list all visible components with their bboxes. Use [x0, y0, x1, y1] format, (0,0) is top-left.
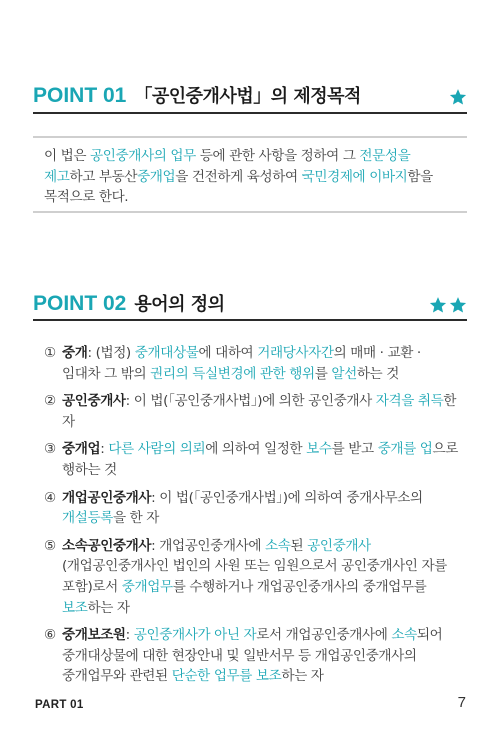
text-run: 에 대하여: [198, 345, 258, 361]
text-run: 에 의하여 일정한: [205, 441, 307, 458]
section-1-star-icon: [449, 88, 467, 106]
highlighted-term: 보수: [306, 441, 332, 458]
section-2-title: [33, 290, 225, 316]
text-run: :: [100, 441, 109, 458]
text-run: : (법정): [87, 345, 135, 361]
definition-item: [44, 439, 462, 480]
definition-item: [44, 343, 462, 384]
highlighted-term: 중개업무: [121, 578, 173, 595]
definition-item: [44, 625, 462, 687]
defined-term: 공인중개사: [62, 393, 126, 410]
text-run: 한 자: [62, 393, 457, 430]
section-2-top-rule: [33, 319, 467, 321]
section-1-point-label: POINT 01: [33, 84, 127, 107]
highlighted-term: 국민경제에 이바지: [301, 168, 408, 185]
section-1-header: [33, 76, 467, 108]
highlighted-term: 공인중개사의 업무: [90, 148, 196, 164]
definition-text: [62, 391, 462, 432]
text-run: 하고 부동산: [69, 168, 138, 185]
section-1-box-bottom-rule: [33, 211, 467, 213]
section-2-star-icon: [449, 296, 467, 314]
text-run: 를: [314, 365, 332, 382]
definition-number: ④: [44, 489, 56, 506]
definition-item: [44, 536, 462, 618]
text-run: 등에 관한 사항을 정하여 그: [195, 148, 360, 164]
text-run: (개업공인중개사인 법인의 사원 또는 임원으로서 공인중개사인 자를 포함)로서: [62, 558, 447, 595]
text-run: 을 한 자: [112, 510, 159, 527]
text-run: 를 수행하거나 개업공인중개사의 중개업무를: [172, 578, 427, 595]
highlighted-term: 전문성을 제고: [44, 148, 411, 185]
text-run: 으로 행하는 것: [62, 441, 459, 478]
section-2-heading-text: 용어의 정의: [134, 294, 225, 315]
highlighted-term: 소속: [265, 537, 291, 554]
text-run: 이 법은: [44, 148, 91, 164]
section-2-point-label: POINT 02: [33, 292, 127, 315]
highlighted-term: 중개업: [137, 168, 176, 185]
section-1-paragraph: [44, 146, 464, 208]
definition-item: [44, 488, 462, 529]
definition-text: [62, 343, 462, 384]
highlighted-term: 거래당사자간: [257, 345, 334, 361]
definition-number: ③: [44, 441, 56, 458]
definition-text: [62, 488, 462, 529]
definition-number: ⑤: [44, 537, 56, 554]
highlighted-term: 개설등록: [62, 510, 113, 527]
definition-text: [62, 439, 462, 480]
text-run: 함을 목적으로 한다.: [44, 168, 433, 206]
text-run: : 이 법(「공인중개사법」)에 의하여 중개사무소의: [151, 489, 423, 506]
definition-text: [62, 536, 462, 618]
highlighted-term: 자격을 취득: [375, 393, 444, 410]
text-run: 하는 자: [87, 599, 130, 616]
text-run: 되어 중개대상물에 대한 현장안내 및 일반서무 등 개업공인중개사의 중개업무와 관련된: [62, 627, 443, 685]
highlighted-term: 공인중개사: [307, 537, 371, 554]
text-run: 하는 것: [356, 365, 399, 382]
text-run: : 개업공인중개사에: [151, 537, 265, 554]
section-1-heading-text: 「공인중개사법」의 제정목적: [134, 86, 361, 107]
footer-part-label: PART 01: [35, 699, 84, 711]
defined-term: 중개업: [62, 441, 101, 458]
highlighted-term: 단순한 업무를 보조: [171, 668, 282, 685]
section-1-top-rule: [33, 112, 467, 114]
section-1-title: [33, 82, 361, 108]
highlighted-term: 소속: [391, 627, 417, 644]
highlighted-term: 권리의 득실변경에 관한 행위: [150, 365, 315, 382]
section-1-box-top-rule: [33, 136, 467, 138]
footer-page-number: 7: [457, 694, 466, 711]
section-1-stars: [449, 88, 467, 106]
highlighted-term: 중개대상물: [134, 345, 199, 361]
highlighted-term: 중개를 업: [377, 441, 433, 458]
defined-term: 소속공인중개사: [62, 537, 152, 554]
definition-number: ①: [44, 345, 56, 361]
text-run: 하는 자: [281, 668, 324, 685]
definition-number: ⑥: [44, 627, 56, 644]
text-run: :: [125, 627, 134, 644]
section-2-stars: [429, 296, 467, 314]
definition-list: [44, 343, 462, 694]
definition-text: [62, 625, 462, 687]
section-2-header: [33, 284, 467, 316]
highlighted-term: 다른 사람의 의뢰: [108, 441, 206, 458]
definition-number: ②: [44, 393, 56, 410]
text-run: 을 건전하게 육성하여: [175, 168, 302, 185]
defined-term: 개업공인중개사: [62, 489, 152, 506]
highlighted-term: 공인중개사가 아닌 자: [133, 627, 257, 644]
highlighted-term: 알선: [331, 365, 357, 382]
text-run: 로서 개업공인중개사에: [256, 627, 392, 644]
text-run: 를 받고: [331, 441, 378, 458]
text-run: 된: [290, 537, 308, 554]
text-run: 의 매매 · 교환 · 임대차 그 밖의: [62, 345, 421, 382]
definition-item: [44, 391, 462, 432]
defined-term: 중개보조원: [62, 627, 126, 644]
section-2-star-icon: [429, 296, 447, 314]
defined-term: 중개: [62, 345, 88, 361]
text-run: : 이 법(「공인중개사법」)에 의한 공인중개사: [125, 393, 376, 410]
highlighted-term: 보조: [62, 599, 88, 616]
